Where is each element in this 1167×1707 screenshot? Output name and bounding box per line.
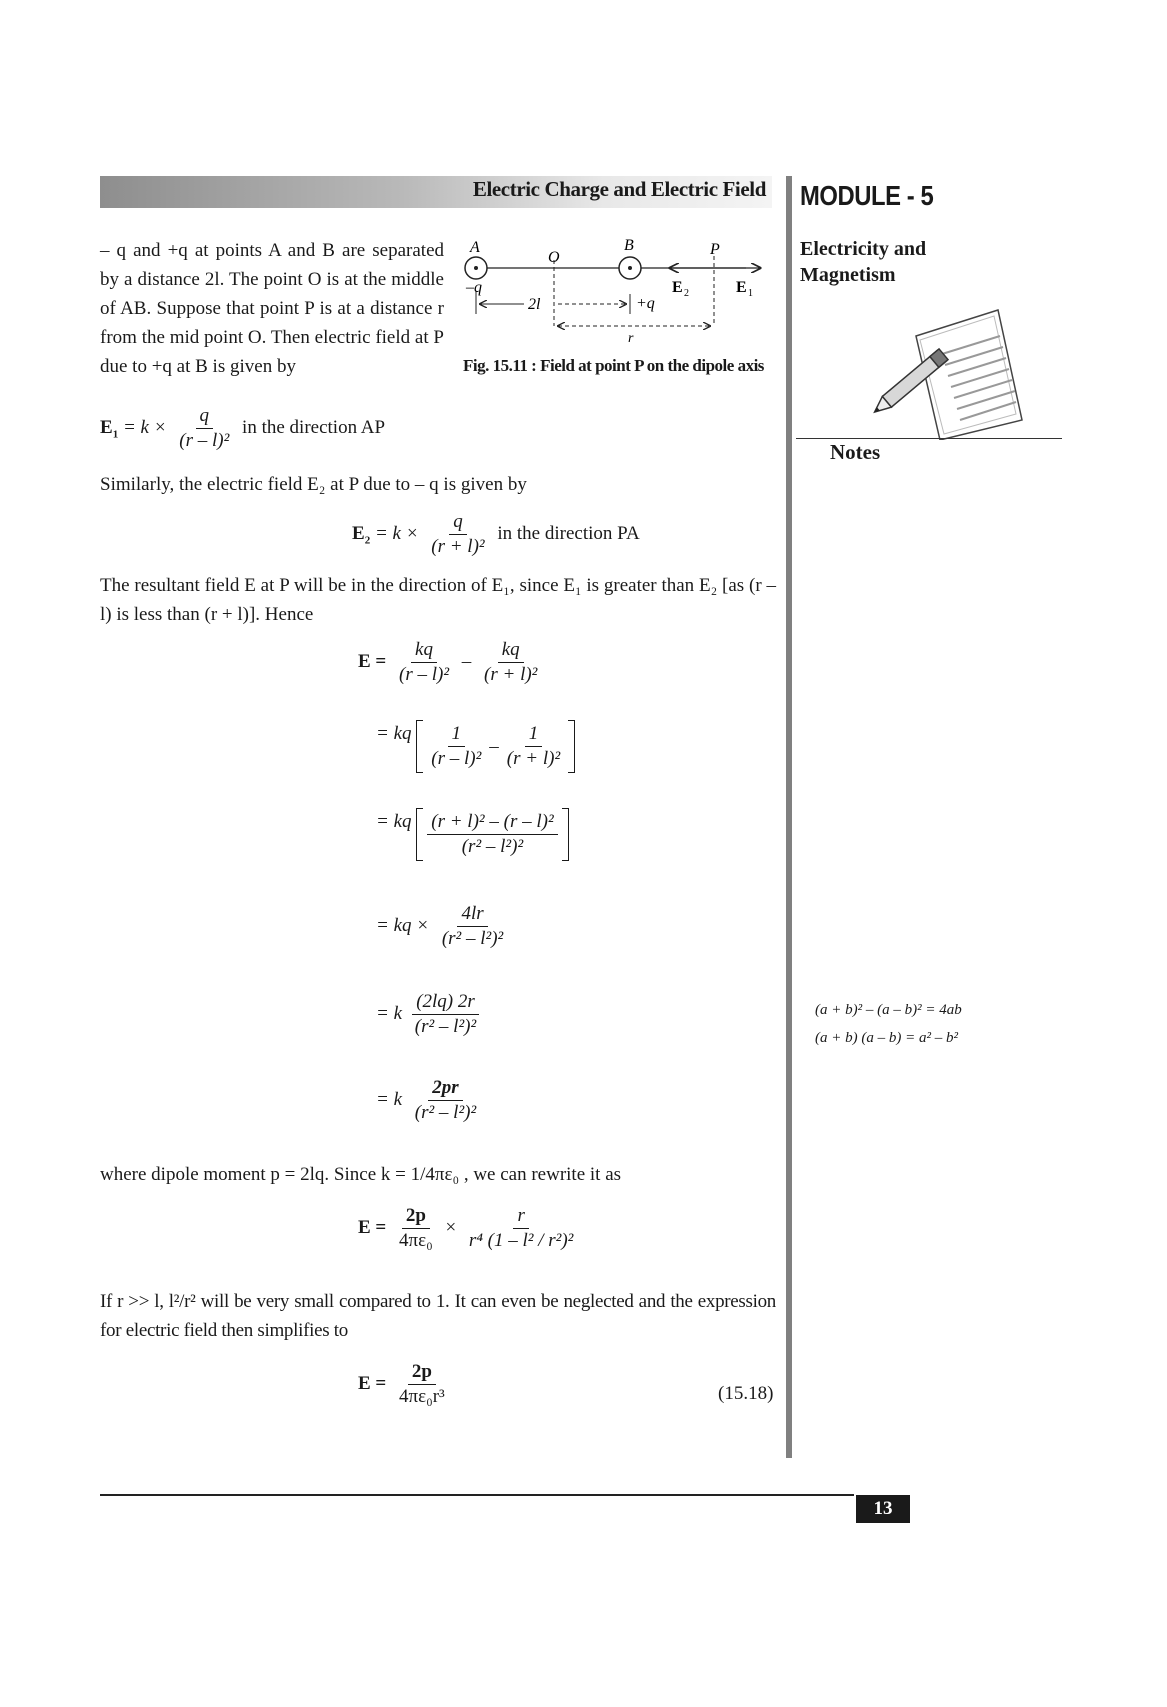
intro-paragraph: – q and +q at points A and B are separated by a distance 2l. The point O is at the middle of AB. Suppose that point P is at a distance r from the mid point O. Then electric field at P due to +q at B is given by: [100, 240, 444, 377]
eq-numerator: q: [449, 510, 467, 535]
where-paragraph: where dipole moment p = 2lq. Since k = 1/4πε₀ , we can rewrite it as: [100, 1164, 622, 1185]
equation-e2: [352, 510, 640, 559]
eq-direction: in the direction AP: [242, 416, 386, 438]
margin-divider: [786, 176, 792, 1458]
eq-denominator: (r + l)²: [431, 536, 485, 557]
label-e1: E: [736, 279, 747, 296]
label-e2-sub: 2: [684, 288, 689, 299]
eq-numerator: 2p: [408, 1360, 436, 1385]
notes-label: Notes: [830, 440, 881, 464]
derivation-step-3: [376, 808, 569, 861]
page-number: 13: [856, 1495, 910, 1523]
eq-subscript: 1: [112, 428, 119, 441]
notes-rule: [796, 438, 1062, 439]
label-a: A: [470, 239, 480, 256]
identity-line: (a + b) (a – b) = a² – b²: [815, 1030, 958, 1046]
eq-denominator: (r² – l²)²: [441, 928, 504, 949]
label-p: P: [710, 241, 720, 258]
label-minus-q: –q: [466, 279, 482, 296]
equation-final: [358, 1360, 453, 1409]
eq-numerator: 2pr: [428, 1076, 462, 1101]
label-e2: E: [672, 279, 683, 296]
derivation-step-1: [358, 638, 545, 687]
label-r: r: [628, 331, 634, 344]
eq-lhs: = kq: [376, 811, 412, 832]
dipole-diagram: [460, 234, 770, 344]
equation-number: (15.18): [718, 1383, 774, 1404]
chapter-title: Electric Charge and Electric Field: [472, 177, 766, 201]
identity-line: (a + b)² – (a – b)² = 4ab: [815, 1002, 962, 1018]
similarly-paragraph: Similarly, the electric field E₂ at P due to – q is given by: [100, 474, 527, 495]
resultant-paragraph: The resultant field E at P will be in the direction of E₁, since E₁ is greater than E₂ [as (r – l) is less than (r + l)]. Hence: [100, 575, 776, 625]
derivation-step-4: [376, 902, 511, 951]
eq-operator: –: [461, 650, 472, 672]
eq-lhs: = kq ×: [376, 914, 430, 936]
eq-denominator: (r – l)²: [399, 664, 450, 685]
label-o: O: [548, 249, 560, 266]
derivation-step-5: [376, 990, 484, 1039]
eq-denominator: (r + l)²: [484, 664, 538, 685]
eq-lhs: E =: [358, 650, 387, 672]
eq-denominator: 4πε₀: [399, 1230, 433, 1251]
eq-numerator: kq: [498, 638, 524, 663]
eq-operator: = k ×: [374, 522, 419, 544]
eq-denominator: (r² – l²)²: [414, 1016, 477, 1037]
equation-e1: [100, 404, 385, 453]
eq-lhs: = k: [376, 1002, 403, 1024]
eq-subscript: 2: [364, 534, 371, 547]
eq-symbol: E: [100, 416, 113, 438]
eq-direction: in the direction PA: [497, 522, 640, 544]
eq-denominator: (r² – l²)²: [414, 1102, 477, 1123]
section-title: Electricity and Magnetism: [800, 238, 927, 286]
eq-numerator: r: [513, 1204, 528, 1229]
eq-numerator: 2p: [402, 1204, 430, 1229]
eq-denominator: r⁴ (1 – l² / r²)²: [468, 1230, 574, 1251]
eq-denominator: (r – l)²: [179, 430, 230, 451]
eq-operator: ×: [445, 1216, 457, 1238]
eq-numerator: kq: [411, 638, 437, 663]
eq-denominator: (r – l)²: [431, 748, 482, 769]
label-e1-sub: 1: [748, 288, 753, 299]
eq-operator: = k ×: [122, 416, 167, 438]
eq-lhs: = k: [376, 1088, 403, 1110]
side-identities: [815, 996, 962, 1052]
derivation-step-6: [376, 1076, 484, 1125]
eq-denominator: (r + l)²: [506, 748, 561, 769]
label-plus-q: +q: [636, 295, 655, 312]
eq-numerator: (r + l)² – (r – l)²: [427, 810, 557, 835]
footer-rule: [100, 1494, 854, 1496]
label-b: B: [624, 237, 634, 254]
eq-denominator: 4πε₀r³: [399, 1386, 445, 1407]
notes-pencil-icon: [870, 302, 1030, 440]
figure-caption: Fig. 15.11 : Field at point P on the dipole axis: [463, 356, 764, 375]
module-title: MODULE - 5: [800, 180, 934, 211]
eq-lhs: E =: [358, 1372, 387, 1394]
eq-lhs: E =: [358, 1216, 387, 1238]
eq-numerator: (2lq) 2r: [412, 990, 479, 1015]
eq-lhs: = kq: [376, 723, 412, 744]
derivation-step-2: [376, 720, 575, 773]
label-2l: 2l: [528, 296, 541, 313]
eq-numerator: 1: [448, 722, 466, 747]
equation-rewrite: [358, 1204, 581, 1253]
eq-denominator: (r² – l²)²: [461, 836, 524, 857]
eq-symbol: E: [352, 522, 365, 544]
eq-operator: –: [489, 735, 499, 757]
approximation-paragraph: If r >> l, l²/r² will be very small compared to 1. It can even be neglected and the expression for electric field then simplifies to: [100, 1291, 776, 1341]
eq-numerator: q: [196, 404, 214, 429]
eq-numerator: 1: [525, 722, 543, 747]
eq-numerator: 4lr: [457, 902, 487, 927]
